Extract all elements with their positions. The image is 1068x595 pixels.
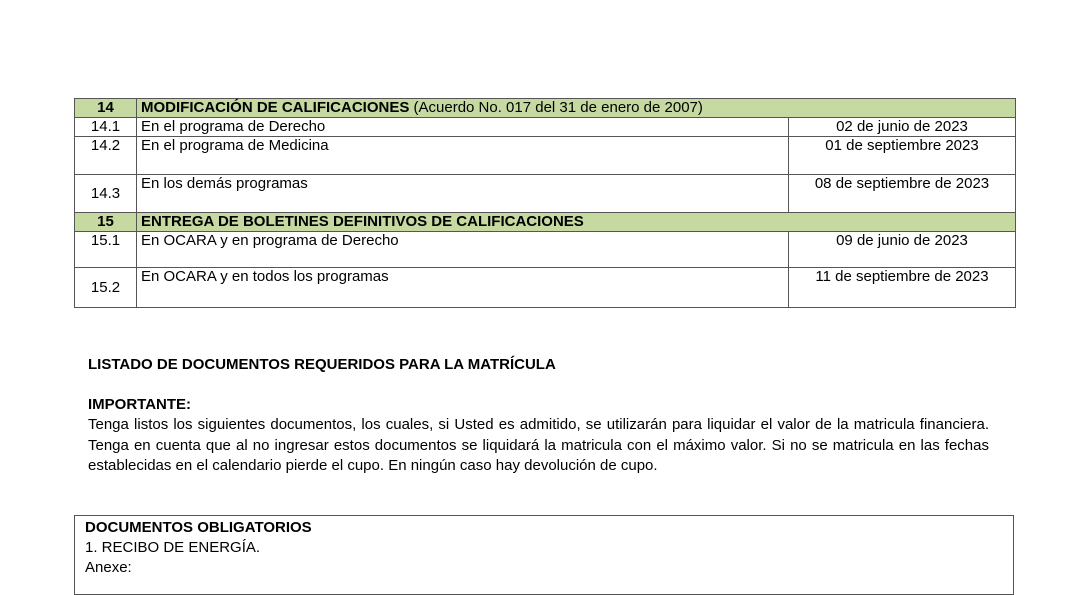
document-list-title: LISTADO DE DOCUMENTOS REQUERIDOS PARA LA MATRÍCULA: [88, 356, 556, 373]
table-row: [75, 232, 1016, 268]
required-document-item: 1. RECIBO DE ENERGÍA.: [85, 539, 261, 556]
required-documents-box: [74, 515, 1014, 595]
section-subtitle: (Acuerdo No. 017 del 31 de enero de 2007): [413, 99, 703, 116]
row-description: En el programa de Derecho: [137, 118, 789, 137]
section-title: MODIFICACIÓN DE CALIFICACIONES: [141, 99, 410, 116]
row-date: 02 de junio de 2023: [789, 118, 1016, 137]
row-number: 14.1: [75, 118, 137, 137]
table-row: [75, 268, 1016, 308]
required-documents-heading: DOCUMENTOS OBLIGATORIOS: [85, 519, 312, 536]
important-paragraph: Tenga listos los siguientes documentos, los cuales, si Usted es admitido, se utilizarán para liquidar el valor de la matricula financiera. Tenga en cuenta que al no ingresar estos documentos se liquidará la matricula con el máximo valor. Si no se matricula en las fechas establecidas en el calendario pierde el cupo. En ningún caso hay devolución de cupo.: [88, 416, 989, 474]
row-description: En OCARA y en todos los programas: [137, 268, 789, 308]
row-number: 14.3: [75, 175, 137, 213]
row-description: En OCARA y en programa de Derecho: [137, 232, 789, 268]
section-title-cell: [137, 99, 1016, 118]
section-number: 14: [75, 99, 137, 118]
table-row: [75, 137, 1016, 175]
section-number: 15: [75, 213, 137, 232]
row-date: 01 de septiembre 2023: [789, 137, 1016, 175]
section-header-row: [75, 213, 1016, 232]
row-date: 08 de septiembre de 2023: [789, 175, 1016, 213]
row-number: 15.1: [75, 232, 137, 268]
row-number: 15.2: [75, 268, 137, 308]
important-label: IMPORTANTE:: [88, 396, 192, 413]
row-date: 11 de septiembre de 2023: [789, 268, 1016, 308]
row-number: 14.2: [75, 137, 137, 175]
section-title: ENTREGA DE BOLETINES DEFINITIVOS DE CALIFICACIONES: [137, 213, 1016, 232]
section-header-row: [75, 99, 1016, 118]
row-description: En los demás programas: [137, 175, 789, 213]
calendar-table: [74, 98, 1016, 308]
table-row: [75, 175, 1016, 213]
annex-label: Anexe:: [85, 559, 132, 576]
row-date: 09 de junio de 2023: [789, 232, 1016, 268]
table-row: [75, 118, 1016, 137]
row-description: En el programa de Medicina: [137, 137, 789, 175]
